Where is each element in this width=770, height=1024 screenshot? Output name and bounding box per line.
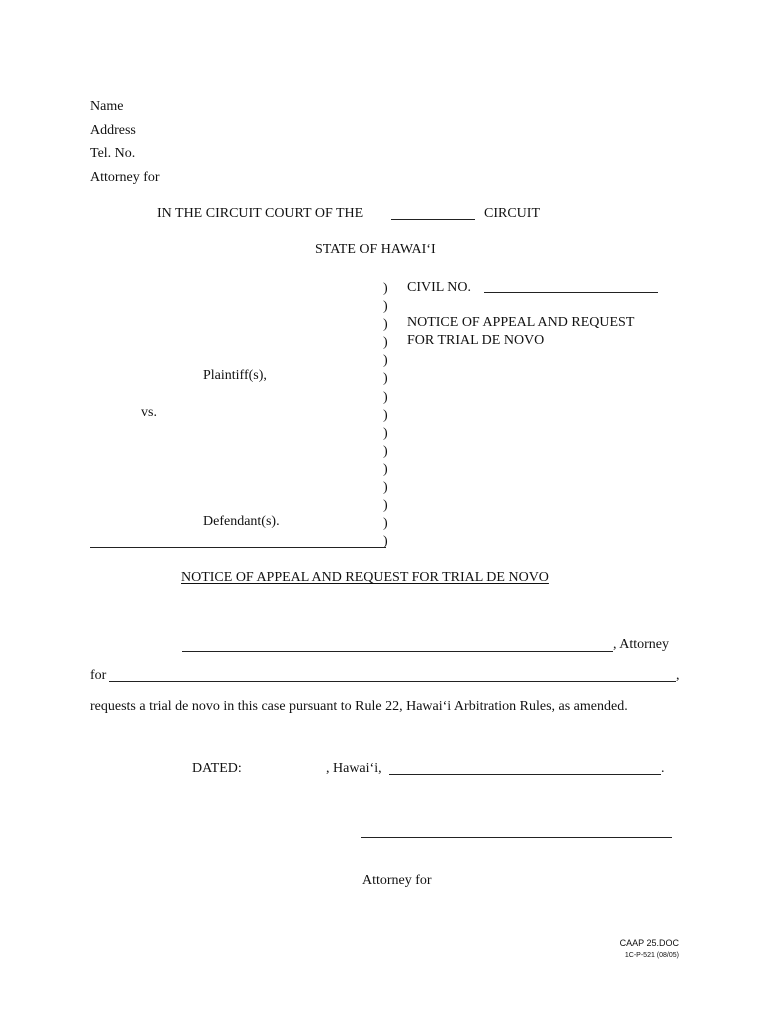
dated-label: DATED: xyxy=(192,761,242,776)
signature-line[interactable] xyxy=(361,837,672,838)
defendant-label: Defendant(s). xyxy=(203,514,280,529)
circuit-blank-line[interactable] xyxy=(391,219,475,220)
caption-paren: ) xyxy=(383,317,388,333)
caption-paren: ) xyxy=(383,516,388,532)
request-text: requests a trial de novo in this case pursuant to Rule 22, Hawai‘i Arbitration Rules, as amended. xyxy=(90,699,628,714)
caption-paren: ) xyxy=(383,335,388,351)
date-period: . xyxy=(661,761,665,776)
caption-paren: ) xyxy=(383,425,388,441)
caption-paren: ) xyxy=(383,480,388,496)
state-title: STATE OF HAWAI‘I xyxy=(315,242,436,257)
caption-paren: ) xyxy=(383,443,388,459)
caption-paren: ) xyxy=(383,371,388,387)
for-line-comma: , xyxy=(676,668,680,683)
caption-paren: ) xyxy=(383,389,388,405)
court-title-suffix: CIRCUIT xyxy=(484,206,540,221)
civil-no-label: CIVIL NO. xyxy=(407,280,472,295)
footer-doc-code: CAAP 25.DOC xyxy=(619,938,679,948)
date-blank-line[interactable] xyxy=(389,774,661,775)
header-attorney-for-label: Attorney for xyxy=(90,170,160,185)
caption-parens xyxy=(383,280,388,551)
caption-bottom-line xyxy=(90,547,386,548)
attorney-name-blank-line[interactable] xyxy=(182,651,613,652)
for-label: for xyxy=(90,668,107,683)
caption-paren: ) xyxy=(383,461,388,477)
notice-heading: NOTICE OF APPEAL AND REQUEST FOR TRIAL DE NOVO xyxy=(181,570,549,585)
plaintiff-label: Plaintiff(s), xyxy=(203,368,267,383)
vs-label: vs. xyxy=(141,405,157,420)
court-title-prefix: IN THE CIRCUIT COURT OF THE xyxy=(157,206,364,221)
caption-paren: ) xyxy=(383,299,388,315)
signature-attorney-for-label: Attorney for xyxy=(362,873,432,888)
header-tel-label: Tel. No. xyxy=(90,146,136,161)
footer-form-code: 1C-P-521 (08/05) xyxy=(624,952,679,959)
caption-paren: ) xyxy=(383,407,388,423)
caption-doc-title-line1: NOTICE OF APPEAL AND REQUEST xyxy=(407,315,635,330)
attorney-suffix: , Attorney xyxy=(613,637,669,652)
caption-doc-title-line2: FOR TRIAL DE NOVO xyxy=(407,333,545,348)
caption-paren: ) xyxy=(383,281,388,296)
header-name-label: Name xyxy=(90,99,124,114)
caption-paren: ) xyxy=(383,534,388,550)
header-address-label: Address xyxy=(90,123,136,138)
caption-paren: ) xyxy=(383,353,388,369)
hawaii-label: , Hawai‘i, xyxy=(326,761,382,776)
client-name-blank-line[interactable] xyxy=(109,681,676,682)
civil-no-blank-line[interactable] xyxy=(484,292,658,293)
caption-paren: ) xyxy=(383,498,388,514)
